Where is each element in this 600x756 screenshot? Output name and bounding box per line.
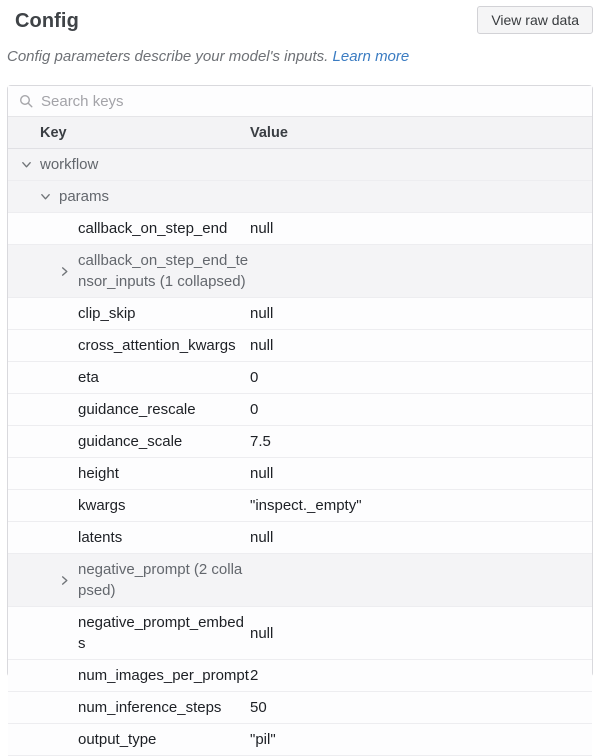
row-key: output_type xyxy=(78,731,157,748)
row-key: clip_skip xyxy=(78,305,136,322)
chevron-down-icon[interactable] xyxy=(21,159,32,170)
row-value: null xyxy=(250,220,274,237)
table-row xyxy=(8,330,592,362)
chevron-right-icon[interactable] xyxy=(59,266,70,277)
table-row xyxy=(8,490,592,522)
search-icon xyxy=(19,94,33,108)
row-key: cross_attention_kwargs xyxy=(78,337,236,354)
row-value: null xyxy=(250,624,274,642)
row-value: 7.5 xyxy=(250,433,271,450)
tree-group-row[interactable] xyxy=(8,149,592,181)
row-key: callback_on_step_end_tensor_inputs (1 collapsed) xyxy=(78,252,249,290)
row-key: negative_prompt_embeds xyxy=(78,614,244,652)
row-key: num_inference_steps xyxy=(78,699,222,716)
row-value: 0 xyxy=(250,401,259,418)
row-value: "inspect._empty" xyxy=(250,497,362,514)
row-value: 0 xyxy=(250,369,259,386)
column-header-key: Key xyxy=(40,124,67,141)
row-key: params xyxy=(59,188,110,205)
column-header-value: Value xyxy=(250,124,288,141)
row-key: latents xyxy=(78,529,123,546)
row-value: null xyxy=(250,305,274,322)
table-row xyxy=(8,692,592,724)
table-body xyxy=(8,149,592,756)
config-description xyxy=(7,47,593,66)
chevron-down-icon[interactable] xyxy=(40,191,51,202)
table-row xyxy=(8,724,592,756)
search-bar xyxy=(8,86,592,117)
table-row xyxy=(8,660,592,692)
row-key: num_images_per_prompt xyxy=(78,667,249,684)
table-row xyxy=(8,298,592,330)
row-key: callback_on_step_end xyxy=(78,220,228,237)
table-row xyxy=(8,458,592,490)
row-key: eta xyxy=(78,369,99,386)
row-value: null xyxy=(250,529,274,546)
view-raw-data-button[interactable]: View raw data xyxy=(477,6,593,34)
config-table xyxy=(7,85,593,748)
row-value: 50 xyxy=(250,699,267,716)
row-key: guidance_scale xyxy=(78,433,183,450)
learn-more-link[interactable]: Learn more xyxy=(332,48,410,65)
table-row xyxy=(8,394,592,426)
row-key: height xyxy=(78,465,119,482)
tree-group-row[interactable] xyxy=(8,245,592,298)
row-key: workflow xyxy=(40,156,99,173)
table-row xyxy=(8,522,592,554)
tree-group-row[interactable] xyxy=(8,554,592,607)
row-key: kwargs xyxy=(78,497,126,514)
row-value: null xyxy=(250,337,274,354)
search-input[interactable] xyxy=(41,93,592,110)
table-header xyxy=(8,117,592,149)
chevron-right-icon[interactable] xyxy=(59,575,70,586)
table-row xyxy=(8,362,592,394)
row-value: "pil" xyxy=(250,731,276,748)
page-title: Config xyxy=(15,10,79,32)
tree-group-row[interactable] xyxy=(8,181,592,213)
table-row xyxy=(8,213,592,245)
row-key: guidance_rescale xyxy=(78,401,196,418)
table-row xyxy=(8,607,592,660)
row-value: null xyxy=(250,465,274,482)
page-header xyxy=(7,0,593,34)
table-row xyxy=(8,426,592,458)
row-value: 2 xyxy=(250,667,259,684)
config-description-text: Config parameters describe your model's inputs. xyxy=(7,48,329,65)
row-key: negative_prompt (2 collapsed) xyxy=(78,561,243,599)
